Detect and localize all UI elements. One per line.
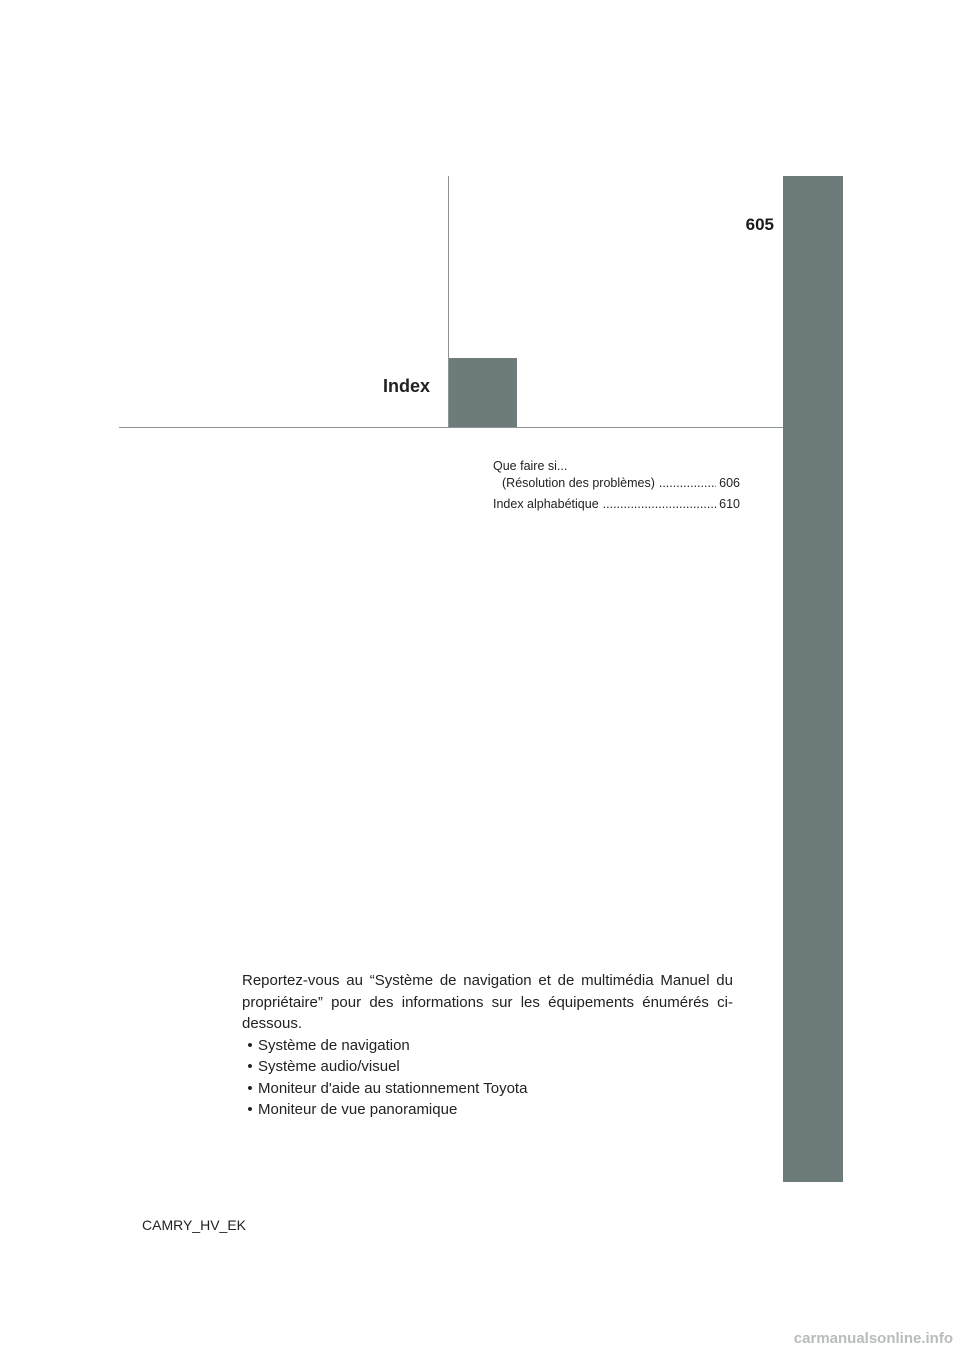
toc-entry-page: 610 <box>719 497 740 511</box>
table-of-contents <box>493 458 740 517</box>
list-item <box>242 1056 733 1078</box>
list-item-text: Système de navigation <box>258 1036 410 1054</box>
bullet-icon: • <box>247 1036 253 1054</box>
list-item-text: Système audio/visuel <box>258 1058 400 1075</box>
toc-entry-page: 606 <box>719 476 740 490</box>
toc-leader-dots <box>659 475 716 492</box>
list-item <box>242 1078 733 1100</box>
reference-paragraph: Reportez-vous au “Système de navigation et de multimédia Manuel du propriétaire” pour des informations sur les équipements énumérés ci-dessous. <box>242 972 733 1032</box>
section-color-block <box>449 358 517 427</box>
toc-entry-subtitle: (Résolution des problèmes) <box>502 476 655 490</box>
toc-entry-title: Index alphabétique <box>493 497 599 511</box>
watermark: carmanualsonline.info <box>793 1330 953 1347</box>
list-item <box>242 1035 733 1057</box>
bullet-icon: • <box>247 1058 253 1075</box>
document-code: CAMRY_HV_EK <box>142 1217 247 1233</box>
list-item <box>242 1099 733 1121</box>
section-title: Index <box>382 376 430 396</box>
equipment-list <box>242 1035 733 1121</box>
chapter-side-tab <box>783 176 843 1182</box>
toc-entry-heading <box>493 458 740 475</box>
horizontal-divider <box>119 427 783 428</box>
list-item-text: Moniteur de vue panoramique <box>258 1101 458 1118</box>
page-number: 605 <box>745 215 774 234</box>
bullet-icon: • <box>247 1079 253 1097</box>
toc-entry-line <box>493 475 740 492</box>
toc-leader-dots <box>603 496 716 513</box>
toc-entry-alphabetical-index[interactable] <box>493 496 740 513</box>
toc-entry-troubleshooting[interactable] <box>493 458 740 492</box>
toc-entry-line <box>493 496 740 513</box>
list-item-text: Moniteur d'aide au stationnement Toyota <box>258 1079 528 1097</box>
bullet-icon: • <box>247 1101 253 1118</box>
toc-entry-title: Que faire si... <box>493 459 568 473</box>
reference-note <box>242 970 733 1121</box>
